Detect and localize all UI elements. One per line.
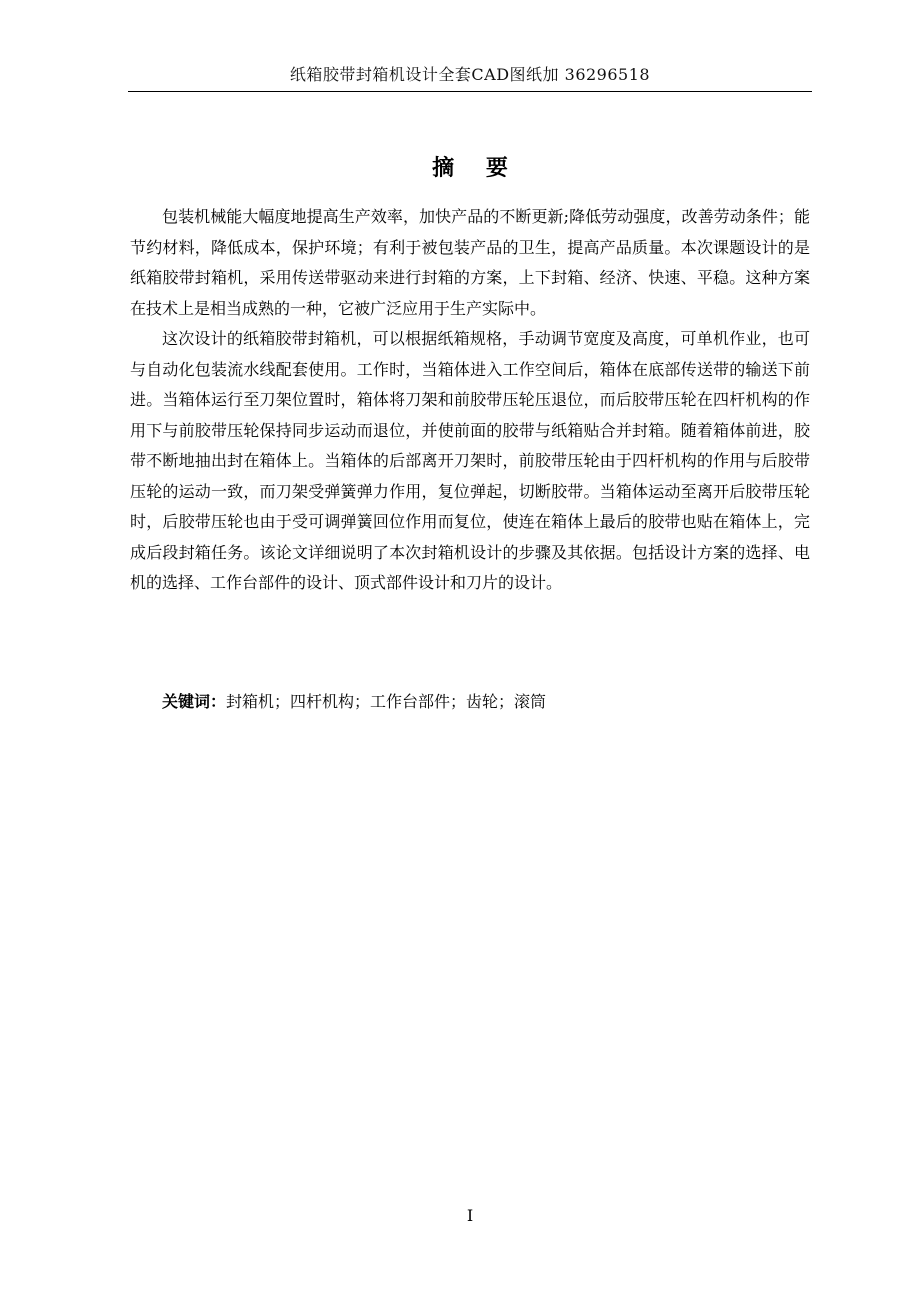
page-title: 摘 要: [432, 155, 520, 181]
running-header: 纸箱胶带封箱机设计全套CAD图纸加 36296518: [289, 65, 651, 84]
abstract-paragraph-2: 这次设计的纸箱胶带封箱机，可以根据纸箱规格，手动调节宽度及高度，可单机作业，也可与自动化包装流水线配套使用。工作时，当箱体进入工作空间后，箱体在底部传送带的输送下前进。当箱体运行至刀架位置时，箱体将刀架和前胶带压轮压退位，而后胶带压轮在四杆机构的作用下与前胶带压轮保持同步运动而退位，并使前面的胶带与纸箱贴合并封箱。随着箱体前进，胶带不断地抽出封在箱体上。当箱体的后部离开刀架时，前胶带压轮由于四杆机构的作用与后胶带压轮的运动一致，而刀架受弹簧弹力作用，复位弹起，切断胶带。当箱体运动至离开后胶带压轮时，后胶带压轮也由于受可调弹簧回位作用而复位，使连在箱体上最后的胶带也贴在箱体上，完成后段封箱任务。该论文详细说明了本次封箱机设计的步骤及其依据。包括设计方案的选择、电机的选择、工作台部件的设计、顶式部件设计和刀片的设计。: [130, 329, 810, 592]
keywords-label: 关键词：: [162, 692, 227, 711]
page-number: I: [466, 1206, 474, 1225]
abstract-body: [130, 202, 810, 599]
header-divider: [128, 91, 812, 92]
abstract-paragraph-1: 包装机械能大幅度地提高生产效率，加快产品的不断更新;降低劳动强度，改善劳动条件；能节约材料，降低成本，保护环境；有利于被包装产品的卫生，提高产品质量。本次课题设计的是纸箱胶带封箱机，采用传送带驱动来进行封箱的方案，上下封箱、经济、快速、平稳。这种方案在技术上是相当成熟的一种，它被广泛应用于生产实际中。: [130, 207, 810, 318]
keywords-line: [130, 687, 810, 717]
keywords-value: 封箱机；四杆机构；工作台部件；齿轮；滚筒: [226, 692, 547, 711]
